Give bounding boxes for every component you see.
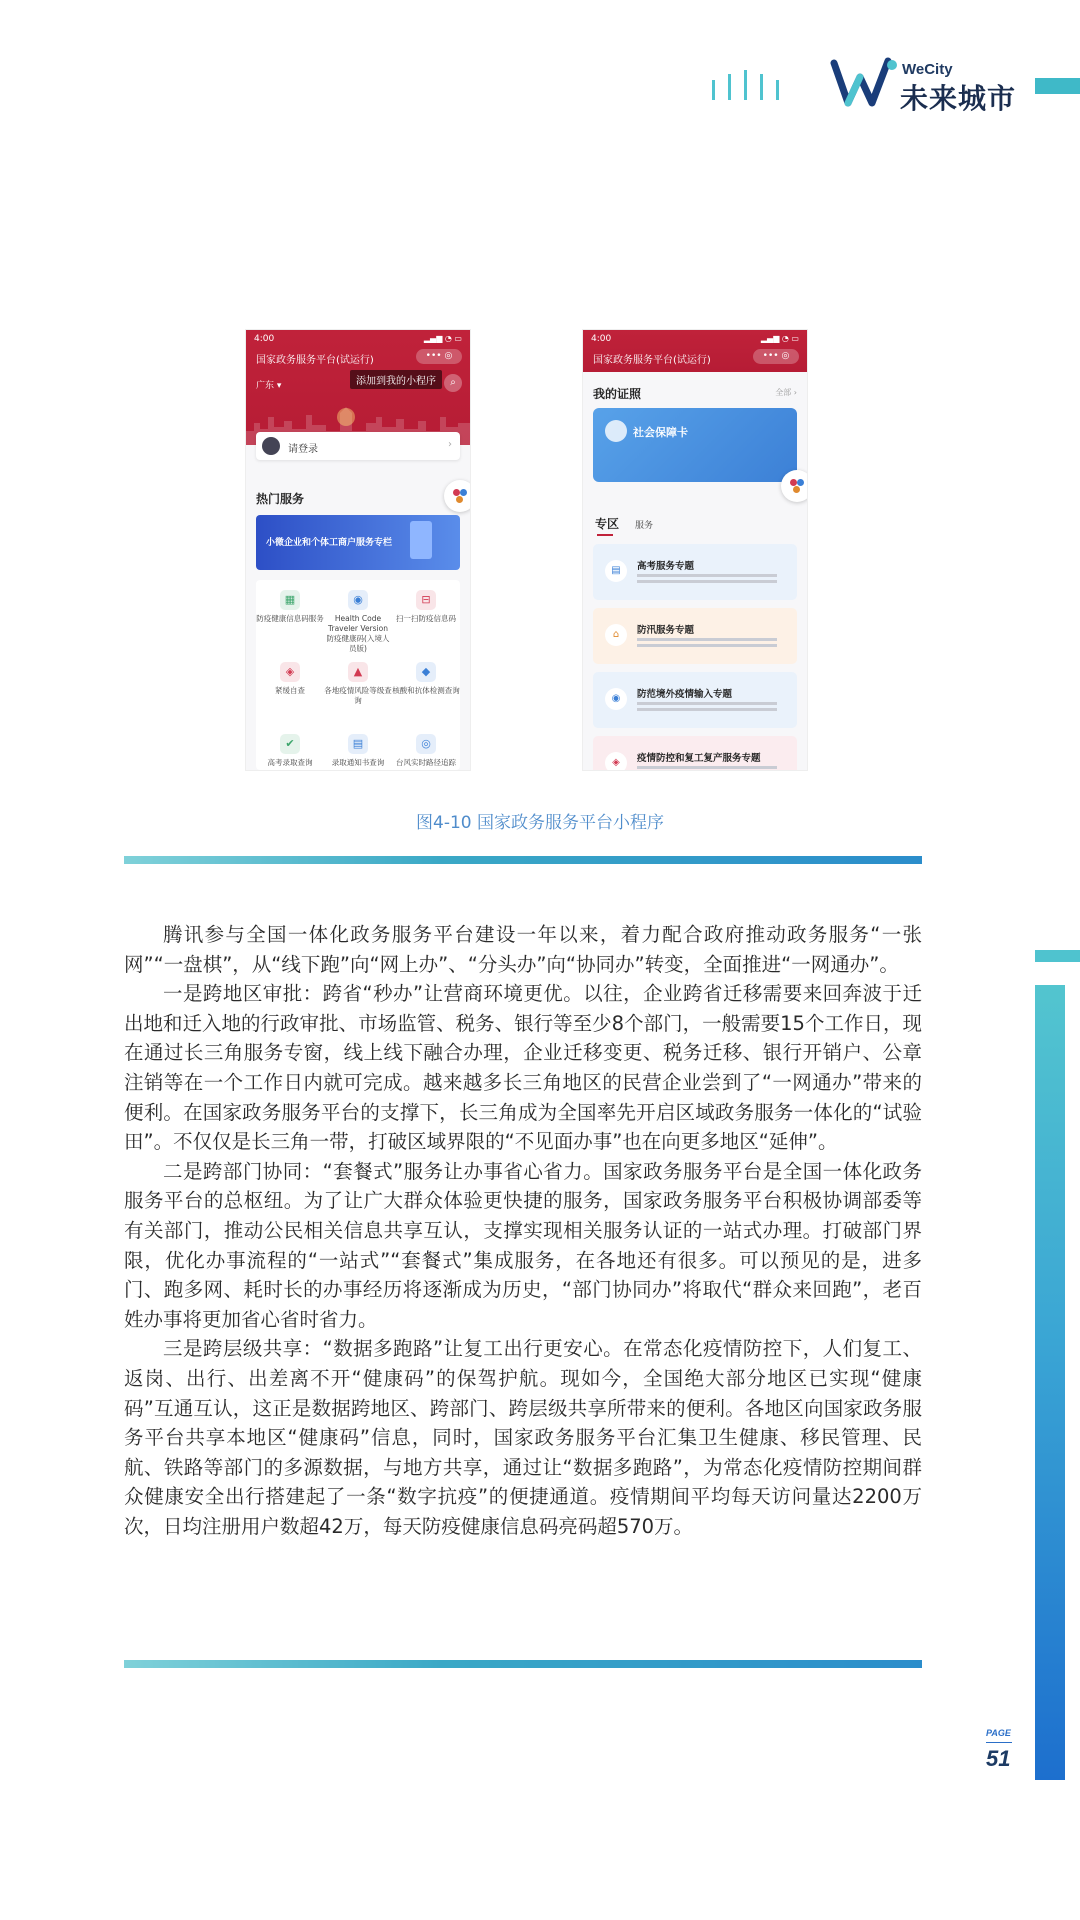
wecity-w-icon	[830, 55, 900, 111]
add-miniprogram-tooltip: 添加到我的小程序	[350, 370, 442, 389]
promo-banner[interactable]	[256, 515, 460, 570]
wecity-logo	[830, 55, 1040, 115]
service-grid-item[interactable]	[392, 590, 460, 624]
service-icon: ▤	[348, 734, 368, 754]
hot-services-title: 热门服务	[256, 492, 305, 506]
card-title: 社会保障卡	[633, 426, 688, 439]
my-certificates-title: 我的证照	[593, 387, 642, 401]
service-icon: ▲	[348, 662, 368, 682]
service-grid-item[interactable]	[392, 734, 460, 768]
service-grid-item[interactable]	[256, 590, 324, 624]
view-all-link[interactable]: 全部 ›	[775, 388, 797, 397]
topic-title: 疫情防控和复工复产服务专题	[637, 753, 761, 764]
divider-bottom	[124, 1660, 922, 1668]
service-grid-item[interactable]	[324, 662, 392, 706]
region-select[interactable]: 广东 ▾	[256, 381, 282, 391]
region-label: 广东	[256, 381, 275, 391]
topic-description-placeholder	[637, 766, 777, 769]
service-grid-item[interactable]	[256, 734, 324, 768]
body-text	[124, 920, 922, 1541]
topic-description-placeholder	[637, 638, 777, 641]
service-label: 录取通知书查询	[331, 758, 385, 767]
figure-caption: 图4-10 国家政务服务平台小程序	[416, 813, 664, 833]
phone-screenshot-certificates	[583, 330, 807, 770]
side-accent-tab	[1035, 950, 1080, 962]
service-grid-item[interactable]	[256, 662, 324, 696]
capsule-menu-icon[interactable]: ••• ◎	[753, 349, 799, 364]
signal-icon: ▂▄▆ ◔ ▭	[760, 334, 799, 343]
service-label: 台风实时路径追踪	[396, 758, 456, 767]
phone-screenshot-home	[246, 330, 470, 770]
chevron-right-icon: ›	[448, 439, 452, 450]
service-grid	[256, 580, 460, 770]
service-icon: ◉	[348, 590, 368, 610]
floating-menu-button[interactable]	[444, 480, 470, 512]
page-label: PAGE	[986, 1728, 1011, 1738]
service-grid-item[interactable]	[324, 590, 392, 654]
topic-icon: ◉	[605, 688, 627, 710]
service-icon: ◎	[416, 734, 436, 754]
service-label: 高考录取查询	[267, 758, 313, 767]
view-all-label: 全部	[775, 388, 792, 397]
brand-en: WeCity	[902, 61, 953, 78]
topic-title: 防范境外疫情输入专题	[637, 689, 733, 700]
topic-title: 防汛服务专题	[637, 625, 695, 636]
brand-cn: 未来城市	[900, 82, 1017, 115]
side-accent-bar	[1035, 985, 1065, 1780]
service-label: Health Code Traveler Version 防疫健康码(入境人员版)	[326, 614, 390, 653]
page-number: 51	[986, 1746, 1011, 1771]
app-title: 国家政务服务平台(试运行)	[593, 355, 711, 366]
service-icon: ⊟	[416, 590, 436, 610]
search-icon[interactable]: ⌕	[444, 374, 462, 392]
topic-description-placeholder	[637, 574, 777, 577]
topic-card[interactable]	[593, 672, 797, 728]
service-grid-item[interactable]	[392, 662, 460, 696]
topic-card[interactable]	[593, 544, 797, 600]
social-security-card[interactable]	[593, 408, 797, 482]
banner-title: 小微企业和个体工商户服务专栏	[266, 538, 393, 548]
paragraph: 腾讯参与全国一体化政务服务平台建设一年以来，着力配合政府推动政务服务“一张网”“一盘棋”，从“线下跑”向“网上办”、“分头办”向“协同办”转变，全面推进“一网通办”。	[124, 923, 922, 976]
login-label: 请登录	[288, 444, 318, 455]
service-icon: ▦	[280, 590, 300, 610]
service-label: 扫一扫防疫信息码	[396, 614, 456, 623]
header-accent-tab	[1035, 78, 1080, 94]
phone-header	[246, 330, 470, 445]
status-time: 4:00	[254, 334, 275, 344]
topic-card[interactable]	[593, 608, 797, 664]
service-label: 核酸和抗体检测查询	[392, 686, 460, 695]
topic-icon: ◈	[605, 752, 627, 770]
service-label: 各地疫情风险等级查询	[324, 686, 392, 705]
capsule-menu-icon[interactable]: ••• ◎	[416, 349, 462, 364]
phone-header	[583, 330, 807, 372]
service-label: 防疫健康信息码服务	[256, 614, 324, 623]
tab-indicator	[597, 534, 613, 536]
avatar	[262, 437, 280, 455]
service-label: 紧缓自查	[275, 686, 305, 695]
topic-description-placeholder	[637, 702, 777, 705]
floating-menu-button[interactable]	[781, 470, 807, 502]
status-time: 4:00	[591, 334, 612, 344]
login-bar[interactable]	[256, 432, 460, 460]
phone-illustration-icon	[410, 521, 432, 559]
divider-top	[124, 856, 922, 864]
tab-zone[interactable]: 专区	[595, 517, 620, 531]
app-title: 国家政务服务平台(试运行)	[256, 355, 374, 366]
topic-icon: ▤	[605, 560, 627, 582]
paragraph: 一是跨地区审批：跨省“秒办”让营商环境更优。以往，企业跨省迁移需要来回奔波于迁出地和迁入地的行政审批、市场监管、税务、银行等至少8个部门，一般需要15个工作日，现在通过长三角服务专窗，线上线下融合办理，企业迁移变更、税务迁移、银行开销户、公章注销等在一个工作日内就可完成。越来越多长三角地区的民营企业尝到了“一网通办”带来的便利。在国家政务服务平台的支撑下，长三角成为全国率先开启区域政务服务一体化的“试验田”。不仅仅是长三角一带，打破区域界限的“不见面办事”也在向更多地区“延伸”。	[124, 982, 922, 1154]
header-decor-bars	[712, 70, 802, 100]
service-icon: ✔	[280, 734, 300, 754]
topic-icon: ⌂	[605, 624, 627, 646]
signal-icon: ▂▄▆ ◔ ▭	[423, 334, 462, 343]
service-icon: ◆	[416, 662, 436, 682]
topic-card[interactable]	[593, 736, 797, 770]
user-icon	[605, 420, 627, 442]
paragraph: 三是跨层级共享：“数据多跑路”让复工出行更安心。在常态化疫情防控下，人们复工、返岗、出行、出差离不开“健康码”的保驾护航。现如今，全国绝大部分地区已实现“健康码”互通互认，这正是数据跨地区、跨部门、跨层级共享所带来的便利。各地区向国家政务服务平台共享本地区“健康码”信息，同时，国家政务服务平台汇集卫生健康、移民管理、民航、铁路等部门的多源数据，与地方共享，通过让“数据多跑路”，为常态化疫情防控期间群众健康安全出行搭建起了一条“数字抗疫”的便捷通道。疫情期间平均每天访问量达2200万次，日均注册用户数超42万，每天防疫健康信息码亮码超570万。	[124, 1337, 922, 1538]
service-icon: ◈	[280, 662, 300, 682]
paragraph: 二是跨部门协同：“套餐式”服务让办事省心省力。国家政务服务平台是全国一体化政务服务平台的总枢纽。为了让广大群众体验更快捷的服务，国家政务服务平台积极协调部委等有关部门，推动公民相关信息共享互认，支撑实现相关服务认证的一站式办理。打破部门界限，优化办事流程的“一站式”“套餐式”集成服务，在各地还有很多。可以预见的是，进多门、跑多网、耗时长的办事经历将逐渐成为历史，“部门协同办”将取代“群众来回跑”，老百姓办事将更加省心省时省力。	[124, 1159, 922, 1331]
service-grid-item[interactable]	[324, 734, 392, 768]
topic-title: 高考服务专题	[637, 561, 695, 572]
tab-service[interactable]: 服务	[635, 521, 654, 531]
page-label-underline	[986, 1742, 1012, 1743]
